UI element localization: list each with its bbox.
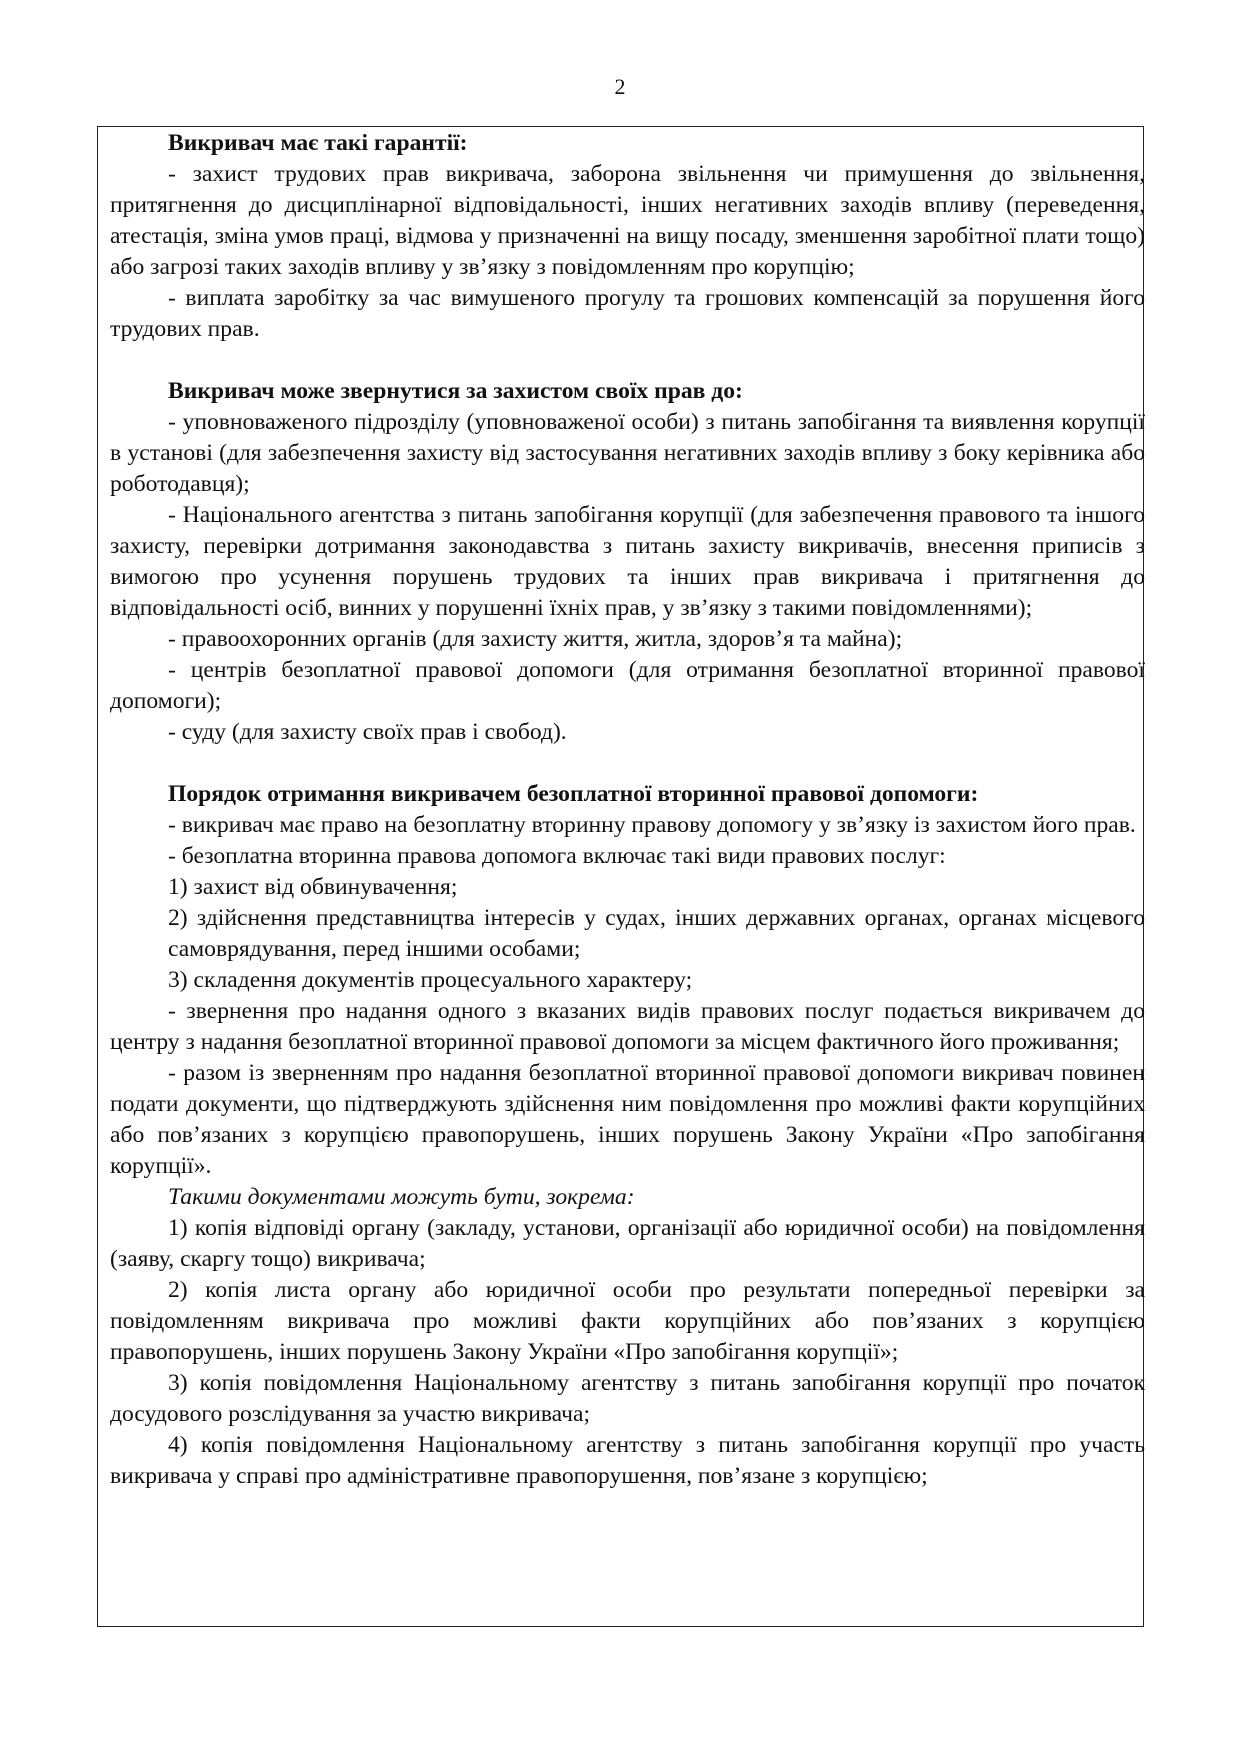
documents-intro: Такими документами можуть бути, зокрема:	[168, 1184, 635, 1210]
protection-item-4: - центрів безоплатної правової допомоги (для отримання безоплатної вторинної правової допомоги);	[110, 657, 1145, 714]
protection-item-5: - суду (для захисту своїх прав і свобод).	[168, 719, 567, 745]
legal-aid-right: - викривач має право на безоплатну вторинну правову допомогу у зв’язку із захистом його прав.	[168, 812, 1136, 838]
application-item-1: - звернення про надання одного з вказаних видів правових послуг подається викривачем до центру з надання безоплатної вторинної правової допомоги за місцем фактичного його проживання;	[110, 998, 1145, 1055]
legal-aid-type-1: 1) захист від обвинувачення;	[168, 874, 458, 900]
document-body	[110, 128, 1145, 1492]
legal-aid-type-2: 2) здійснення представництва інтересів у судах, інших державних органах, органах місцевого самоврядування, перед іншими особами;	[168, 905, 1145, 962]
page-number: 2	[614, 74, 626, 99]
guarantee-item-2: - виплата заробітку за час вимушеного прогулу та грошових компенсацій за порушення його трудових прав.	[110, 285, 1145, 342]
document-item-3: 3) копія повідомлення Національному агентству з питань запобігання корупції про початок досудового розслідування за участю викривача;	[110, 1370, 1145, 1427]
protection-item-3: - правоохоронних органів (для захисту життя, житла, здоров’я та майна);	[168, 626, 903, 652]
legal-aid-types-intro: - безоплатна вторинна правова допомога включає такі види правових послуг:	[168, 843, 946, 869]
protection-item-1: - уповноваженого підрозділу (уповноваженої особи) з питань запобігання та виявлення корупції в установі (для забезпечення захисту від застосування негативних заходів впливу з боку керівника або роботодавця);	[110, 409, 1145, 497]
legal-aid-heading: Порядок отримання викривачем безоплатної вторинної правової допомоги:	[168, 781, 979, 807]
document-item-2: 2) копія листа органу або юридичної особи про результати попередньої перевірки за повідомленням викривача про можливі факти корупційних або пов’язаних з корупцією правопорушень, інших порушень Закону України «Про запобігання корупції»;	[110, 1277, 1145, 1365]
document-item-4: 4) копія повідомлення Національному агентству з питань запобігання корупції про участь викривача у справі про адміністративне правопорушення, пов’язане з корупцією;	[110, 1432, 1145, 1489]
protection-heading: Викривач може звернутися за захистом своїх прав до:	[168, 378, 743, 404]
application-item-2: - разом із зверненням про надання безоплатної вторинної правової допомоги викривач повинен подати документи, що підтверджують здійснення ним повідомлення про можливі факти корупційних або пов’язаних з корупцією правопорушень, інших порушень Закону України «Про запобігання корупції».	[110, 1060, 1145, 1179]
protection-item-2: - Національного агентства з питань запобігання корупції (для забезпечення правового та іншого захисту, перевірки дотримання законодавства з питань захисту викривачів, внесення приписів з вимогою про усунення порушень трудових та інших прав викривача і притягнення до відповідальності осіб, винних у порушенні їхніх прав, у зв’язку з такими повідомленнями);	[110, 502, 1145, 621]
legal-aid-type-3: 3) складення документів процесуального характеру;	[168, 967, 693, 993]
guarantee-item-1: - захист трудових прав викривача, заборона звільнення чи примушення до звільнення, притягнення до дисциплінарної відповідальності, інших негативних заходів впливу (переведення, атестація, зміна умов праці, відмова у призначенні на вищу посаду, зменшення заробітної плати тощо) або загрозі таких заходів впливу у зв’язку з повідомленням про корупцію;	[110, 161, 1145, 280]
document-item-1: 1) копія відповіді органу (закладу, установи, організації або юридичної особи) на повідомлення (заяву, скаргу тощо) викривача;	[110, 1215, 1145, 1272]
guarantees-heading: Викривач має такі гарантії:	[168, 130, 468, 156]
